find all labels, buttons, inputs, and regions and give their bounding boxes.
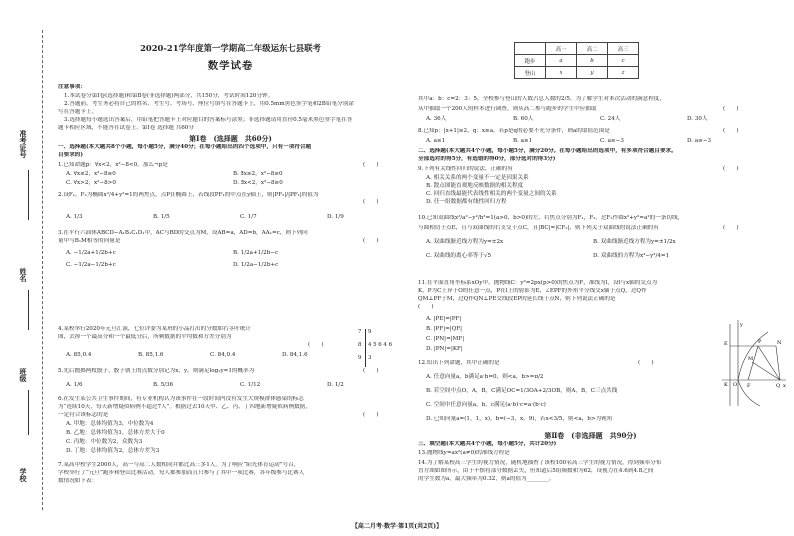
question-6-stem-cont: 一定符合该标志的是 xyxy=(58,412,109,418)
option-a: A. 85,0.4 xyxy=(66,352,92,358)
binding-strip xyxy=(10,0,50,536)
answer-paren: ( ) xyxy=(363,368,379,374)
binding-label-school: 学校 xyxy=(19,468,28,482)
binding-line xyxy=(28,290,29,330)
table-cell xyxy=(515,43,546,55)
option-c: C. ∀x>2，x²−8>0 xyxy=(66,180,116,186)
question-7-stem: 7.某高中校学生2000人，高一与高二人数相同并都比高三多1人。为了响应“阳光体育运动”号召， xyxy=(58,462,300,468)
binding-label-name: 姓名 xyxy=(19,268,28,282)
question-7-stem-cont: 数情况如下表： xyxy=(58,478,98,484)
question-1-stem: 1.已知命题p：∀x<2，x²−8<0，那么¬p是 xyxy=(58,162,168,168)
question-9-stem: 9.下列有关线性回归的说法，正确的有 xyxy=(418,166,513,172)
option-c: C. 1/12 xyxy=(240,382,261,388)
parabola xyxy=(738,332,768,406)
option-b: B. |PF|=|QF| xyxy=(426,326,463,332)
stem-value: 9 xyxy=(358,355,362,361)
label-o: O xyxy=(733,382,738,388)
option-d: D. 已知向量a=(1，1，x)，b=(−3，x，9)，若x<3/5，则<a，b>为钝角 xyxy=(426,416,613,422)
question-6-stem: 6.在发生某公共卫生事件期间，有专业机构认为该事件在一段时间内没有发生大规模群体感染的标志 xyxy=(58,396,304,402)
answer-paren: ( ) xyxy=(723,225,739,231)
note-line: 写在答题卡上。 xyxy=(58,109,98,115)
option-b: B. 1/2a+1/2b−c xyxy=(233,250,279,256)
answer-paren: ( ) xyxy=(308,342,324,348)
option-a: A. 双曲线渐近线方程为y=±2x xyxy=(426,239,504,245)
note-line: 2.答题前，考生务必将自己的姓名、考生号、考场号、座位号填写在答题卡上，用0.5mm黑色签字笔和2B铅笔分别涂 xyxy=(64,101,354,107)
option-c: C. 回归直线最能代表线性相关的两个变量之间的关系 xyxy=(426,191,557,197)
option-b: B. a≥1 xyxy=(513,138,533,144)
table-cell: z xyxy=(608,67,639,79)
note-line: 3.选择题每小题选出答案后，用铅笔把答题卡上对应题目的答案标号涂黑；非选择题请用直径0.5毫米黑色签字笔在答 xyxy=(64,117,353,123)
table-header: 高一 xyxy=(546,43,577,55)
option-d: D. a≤−3 xyxy=(687,138,712,144)
leaf-values: 3 xyxy=(368,355,372,361)
question-4-stem: 4.某校举行2020年元旦汇演，七位评委为某班的小品打出的分数如右茎叶统计 xyxy=(58,326,251,332)
option-c: C. 丙地：中位数为2，众数为3 xyxy=(66,439,143,445)
question-3-stem-cont: 量中与B₁M相等的向量是 xyxy=(58,238,121,244)
segment-qm xyxy=(752,362,780,380)
page-footer: 【高二月考·数学·第1页(共2页)】 xyxy=(351,523,443,530)
label-q: Q xyxy=(776,383,781,389)
option-c: C. 84,0.4 xyxy=(210,352,236,358)
stem-value: 8 xyxy=(358,342,362,348)
option-c: C. 空间中任意向量a，b，c满足(a·b)·c=a·(b·c) xyxy=(426,402,546,408)
table-cell: b xyxy=(577,55,608,67)
stem-value: 7 xyxy=(358,329,362,335)
answer-paren: ( ) xyxy=(638,360,654,366)
note-line: 题卡相应区域，不能答在试卷上。第Ⅰ卷 选择题 共60分 xyxy=(58,125,194,131)
answer-paren: ( ) xyxy=(418,304,434,310)
option-d: D. ∃x<2，x²−8≥0 xyxy=(233,180,283,186)
option-a: A. |PE|=|PF| xyxy=(426,316,462,322)
table-cell: 登山 xyxy=(515,67,546,79)
question-8-stem: 8.已知p：|x+1|≥2，q：x≥a，若p是q的必要不充分条件，则a的取值范围是 xyxy=(418,128,610,134)
option-b: B. 85,1.6 xyxy=(138,352,164,358)
table-row xyxy=(515,67,639,79)
question-6-stem-cont: 为“连续10天，每天新增疑似病例不超过7人”。根据过去10天甲、乙、丙、丁四地新增疑似病例数据， xyxy=(58,404,311,410)
table-cell: c xyxy=(608,55,639,67)
option-b: B. 1/5 xyxy=(153,214,170,220)
question-12-stem: 12.给出下列命题，其中正确的是 xyxy=(418,360,500,366)
part1-heading: 一、选择题(本大题共8个小题，每小题5分，满分40分；在每小题给出的四个选项中，只有一项符合题 xyxy=(58,144,312,150)
binding-line xyxy=(28,390,29,435)
answer-paren: ( ) xyxy=(723,128,739,134)
question-5-stem: 5.先后抛掷两枚骰子，骰子朝上的点数分别记为x，y，则满足log₂y=1的概率为 xyxy=(58,368,255,374)
table-cell: y xyxy=(577,67,608,79)
option-d: D. |PN|=|KF| xyxy=(426,346,463,352)
option-a: A. 1/6 xyxy=(66,382,83,388)
option-c: C. |PN|=|MF| xyxy=(426,336,465,342)
question-11-stem: 11.在平面直角坐标系xOy中，抛物线C：y²=2px(p>0)的焦点为F，准线为l，设l与x轴的交点为 xyxy=(418,280,658,286)
parabola-figure xyxy=(718,318,788,410)
answer-paren: ( ) xyxy=(363,162,379,168)
leaf-values: 4 5 6 4 6 xyxy=(368,342,393,348)
part3-heading: 三、填空题(本大题共4个小题，每小题5分，共计20分) xyxy=(418,441,557,447)
option-d: D. 1/2a−1/2b+c xyxy=(233,262,279,268)
part2-heading-cont: 全部选对的得5分，有选错的得0分，部分选对的得3分) xyxy=(418,156,556,162)
option-a: A. −1/2a+1/2b+c xyxy=(66,250,116,256)
binding-line xyxy=(28,170,29,220)
option-d: D. 丁地：总体均值为2，总体方差为3 xyxy=(66,448,160,454)
option-a: A. 甲地：总体均值为3，中位数为4 xyxy=(66,421,154,427)
exam-title: 2020-21学年度第一学期高二年级运东七县联考 xyxy=(140,43,321,53)
option-d: D. 84,1.6 xyxy=(282,352,308,358)
option-b: B. 乙地：总体均值为1，总体方差大于0 xyxy=(66,430,165,436)
question-7-cont: 其中a：b：c=2：3：5，全校参与登山的人数占总人数的2/5。为了解学生对本次活动的满意程度， xyxy=(418,96,665,102)
question-10-stem: 10.已知双曲线x²/a²−y²/b²=1(a>0，b>0)的左、右焦点分别为F₁，F₂，过F₁作圆x²+y²=a²的一条切线， xyxy=(418,215,684,221)
table-cell: 跑步 xyxy=(515,55,546,67)
label-m: M xyxy=(748,356,754,362)
answer-paren: ( ) xyxy=(363,238,379,244)
binding-label-class: 班级 xyxy=(19,368,28,382)
segment-pf xyxy=(748,346,758,380)
option-a: A. 任意向量a，b满足a·b=0，则<a，b>=π/2 xyxy=(426,374,544,380)
label-f: F xyxy=(747,383,751,389)
participation-table xyxy=(514,42,639,79)
table-row xyxy=(515,43,639,55)
table-header: 高三 xyxy=(608,43,639,55)
option-b: B. 双曲线渐近线方程为y=±1/2x xyxy=(593,239,676,245)
option-c: C. 1/7 xyxy=(240,214,257,220)
option-c: C. 24人 xyxy=(600,116,621,122)
option-a: A. 36人 xyxy=(426,116,447,122)
option-c: C. −1/2a−1/2b+c xyxy=(66,262,116,268)
option-c: C. a≥−3 xyxy=(600,138,624,144)
binding-label-exam-number: 准考证号 xyxy=(19,130,28,158)
option-a: A. 1/3 xyxy=(66,214,83,220)
part2-heading: 二、选择题(本大题共4个小题，每小题5分，满分20分。在每小题给出的选项中，有多项符合题目要求。 xyxy=(418,148,677,154)
label-n: N xyxy=(777,340,782,346)
table-header: 高二 xyxy=(577,43,608,55)
question-4-stem-cont: 图，去掉一个最高分和一个最低分后，所剩数据的平均数和方差分别为 xyxy=(58,334,232,340)
question-7-stem-cont: 学校举行了“元旦”跑步和登山比赛活动。每人都参加而且只参与了其中一项比赛，各年级参与比赛人 xyxy=(58,470,305,476)
question-14-stem-cont: 直方图如图所示，由于不慎将部分数据丢失，但知道后5组频数和为62，设视力在4.6到4.8之间 xyxy=(418,468,654,474)
option-d: D. 任一组数据都有线性回归方程 xyxy=(426,199,507,205)
label-p: P xyxy=(758,339,762,345)
question-3-stem: 3.在平行六面体ABCD−A₁B₁C₁D₁中，AC与BD的交点为M，设AB=a，AD=b，AA₁=c，则下列向 xyxy=(58,230,308,236)
option-d: D. 30人 xyxy=(687,116,708,122)
answer-paren: ( ) xyxy=(723,166,739,172)
question-14-stem: 14.为了解某校高三学生的视力情况，随机地抽查了该校100名高三学生的视力情况，得到频率分布 xyxy=(418,460,662,466)
table-cell: x xyxy=(546,67,577,79)
question-2-stem: 2.设F₁，F₂为椭圆x²/4+y²=1的两焦点，点P在椭圆上，若线段PF₁的中点在y轴上，则|PF₂|/|PF₁|的值为 xyxy=(58,192,319,198)
label-y: y xyxy=(740,322,743,328)
option-c: C. 双曲线的离心率等于√5 xyxy=(426,253,492,259)
question-10-stem-cont: 与圆相切于点E，且与双曲线的右支交于点C，且|BC|=|CF₂|，则下列关于双曲线的说法正确的有 xyxy=(418,225,659,231)
table-cell: a xyxy=(546,55,577,67)
leaf-values: 9 xyxy=(368,329,372,335)
question-11-stem-cont: K，P为C上异于O的任意一点，P在l上的射影为E，∠EPF的外角平分线交x轴于点Q，过Q作 xyxy=(418,288,647,294)
option-b: B. ∃x≥2，x²−8≥0 xyxy=(233,171,283,177)
answer-paren: ( ) xyxy=(723,106,739,112)
option-a: A. 相关关系的两个变量不一定是因果关系 xyxy=(426,175,529,181)
option-b: B. 散点图能直观地反映数据的相关程度 xyxy=(426,183,524,189)
option-b: B. 若空间中点O，A，B，C满足OC=1/3OA+2/3OB，则A，B，C三点共线 xyxy=(426,388,618,394)
stem-leaf-plot xyxy=(358,329,394,367)
table-row xyxy=(515,55,639,67)
question-14-stem-cont: 的学生数为a，最大频率为0.32，则a的值为________。 xyxy=(418,476,555,482)
option-a: A. a≤1 xyxy=(426,138,446,144)
option-d: D. 1/2 xyxy=(327,382,344,388)
option-b: B. 5/36 xyxy=(153,382,174,388)
answer-paren: ( ) xyxy=(363,199,379,205)
part1-heading-cont: 目要求的) xyxy=(58,152,84,158)
stem-leaf-divider xyxy=(365,329,366,367)
cut-line xyxy=(42,30,43,510)
part1-title: 第Ⅰ卷 (选择题 共60分) xyxy=(189,134,272,143)
label-x: x xyxy=(783,383,786,389)
notes-heading: 注意事项： xyxy=(58,84,86,90)
question-11-stem-cont: QM⊥PF于M，过Q作QN⊥PE交线段EP的延长线于点N，则下列说法正确的是 xyxy=(418,296,616,302)
question-13-stem: 13.抛物线y=ax²(a≠0)的准线方程是 xyxy=(418,450,510,456)
option-d: D. 双曲线的方程为x²−y²/4=1 xyxy=(593,253,670,259)
part3-title: 第Ⅱ卷 (非选择题 共90分) xyxy=(544,431,637,440)
answer-paren: ( ) xyxy=(363,412,379,418)
label-e: E xyxy=(724,341,728,347)
label-k: K xyxy=(724,382,728,388)
option-d: D. 1/9 xyxy=(327,214,344,220)
question-7-cont: 从中抽取一个200人的样本进行调查，则从高二参与跑步的学生中应抽取 xyxy=(418,106,597,112)
note-line: 1.本试卷分第Ⅰ卷(选择题)和第Ⅱ卷(非选择题)两部分，共150分，考试时间120分钟。 xyxy=(64,93,274,99)
option-a: A. ∀x≤2，x²−8≥0 xyxy=(66,171,116,177)
exam-subject: 数学试卷 xyxy=(207,60,254,72)
option-b: B. 60人 xyxy=(513,116,534,122)
